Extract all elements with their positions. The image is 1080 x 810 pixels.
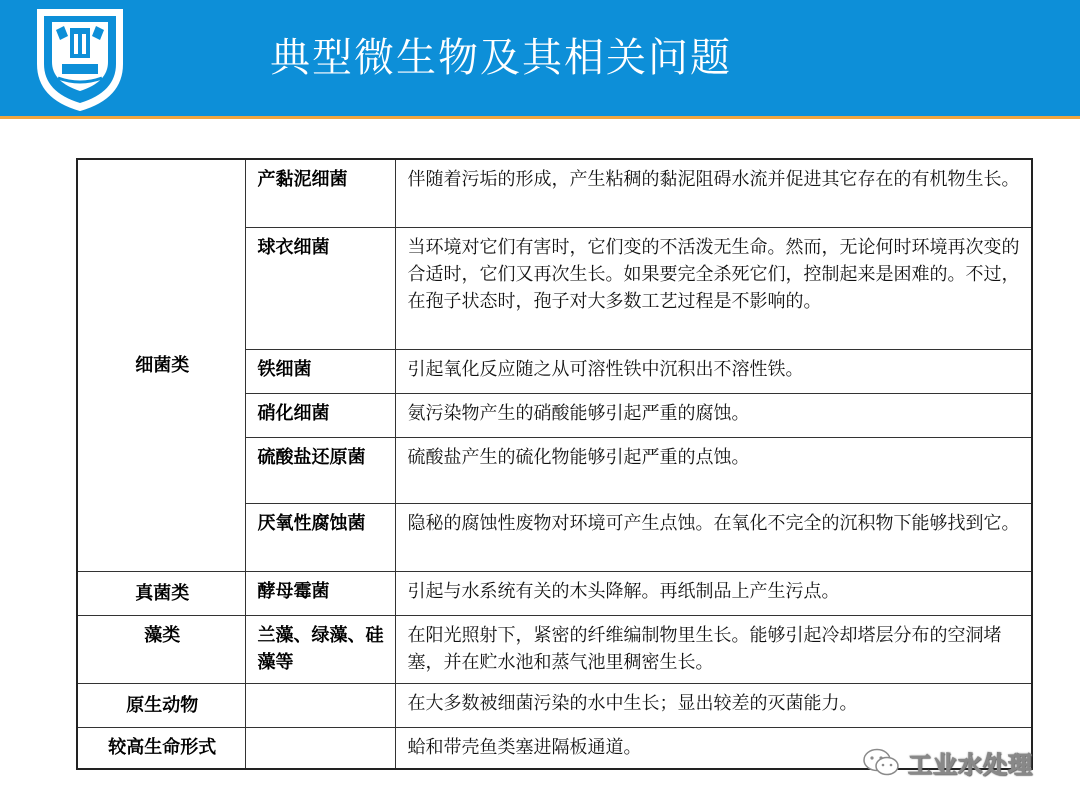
organism-description: 氨污染物产生的硝酸能够引起严重的腐蚀。 bbox=[395, 393, 1032, 437]
header-divider bbox=[0, 116, 1080, 119]
organism-description: 在阳光照射下，紧密的纤维编制物里生长。能够引起冷却塔层分布的空洞堵塞，并在贮水池和蒸气池里稠密生长。 bbox=[395, 615, 1032, 683]
organism-description: 硫酸盐产生的硫化物能够引起严重的点蚀。 bbox=[395, 437, 1032, 503]
microbes-table bbox=[76, 158, 1033, 770]
watermark-text: 工业水处理 bbox=[908, 750, 1033, 779]
organism-name: 酵母霉菌 bbox=[245, 571, 395, 615]
page-title: 典型微生物及其相关问题 bbox=[270, 35, 732, 81]
category-cell: 真菌类 bbox=[77, 571, 245, 615]
organism-description: 当环境对它们有害时，它们变的不活泼无生命。然而，无论何时环境再次变的合适时，它们又再次生长。如果要完全杀死它们，控制起来是困难的。不过，在孢子状态时，孢子对大多数工艺过程是不影响的。 bbox=[395, 227, 1032, 349]
organism-description: 隐秘的腐蚀性废物对环境可产生点蚀。在氧化不完全的沉积物下能够找到它。 bbox=[395, 503, 1032, 571]
category-cell: 藻类 bbox=[77, 615, 245, 683]
organism-name: 铁细菌 bbox=[245, 349, 395, 393]
category-cell: 原生动物 bbox=[77, 683, 245, 727]
organism-name: 产黏泥细菌 bbox=[245, 159, 395, 227]
table-row bbox=[77, 159, 1032, 227]
organism-name: 兰藻、绿藻、硅藻等 bbox=[245, 615, 395, 683]
university-logo bbox=[34, 6, 126, 112]
organism-name: 硫酸盐还原菌 bbox=[245, 437, 395, 503]
table-row bbox=[77, 615, 1032, 683]
category-cell: 较高生命形式 bbox=[77, 727, 245, 769]
organism-name: 球衣细菌 bbox=[245, 227, 395, 349]
organism-name: 硝化细菌 bbox=[245, 393, 395, 437]
table-row bbox=[77, 571, 1032, 615]
category-cell: 细菌类 bbox=[77, 159, 245, 571]
organism-description: 伴随着污垢的形成，产生粘稠的黏泥阻碍水流并促进其它存在的有机物生长。 bbox=[395, 159, 1032, 227]
organism-name bbox=[245, 727, 395, 769]
organism-description: 引起与水系统有关的木头降解。再纸制品上产生污点。 bbox=[395, 571, 1032, 615]
wechat-icon bbox=[862, 747, 900, 777]
table-row bbox=[77, 683, 1032, 727]
organism-name: 厌氧性腐蚀菌 bbox=[245, 503, 395, 571]
organism-name bbox=[245, 683, 395, 727]
organism-description: 引起氧化反应随之从可溶性铁中沉积出不溶性铁。 bbox=[395, 349, 1032, 393]
organism-description: 蛤和带壳鱼类塞进隔板通道。 bbox=[395, 727, 1032, 769]
watermark bbox=[862, 744, 1033, 780]
organism-description: 在大多数被细菌污染的水中生长；显出较差的灭菌能力。 bbox=[395, 683, 1032, 727]
